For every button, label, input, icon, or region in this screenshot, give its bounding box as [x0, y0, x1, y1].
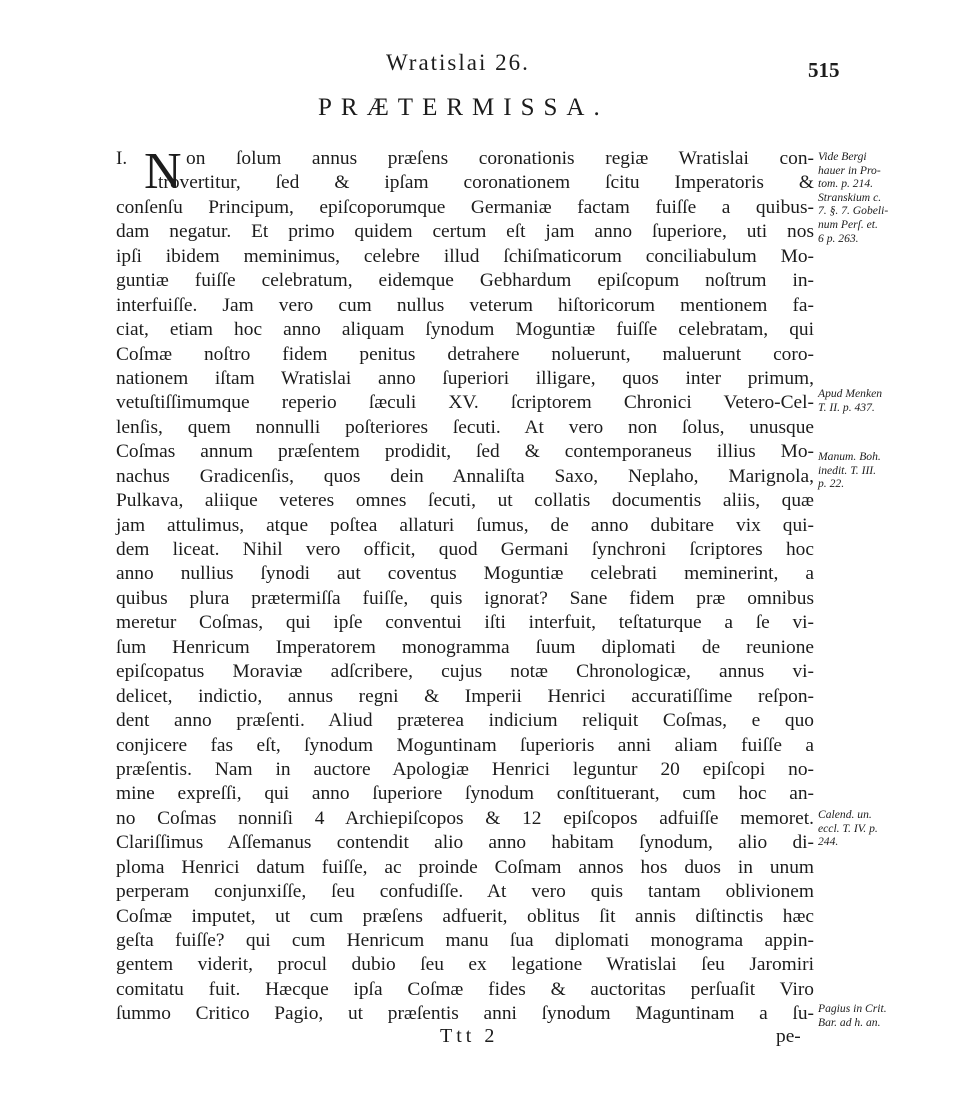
text-line: dem liceat. Nihil vero officit, quod Germani ſynchroni ſcriptores hoc	[116, 539, 814, 560]
text-line: Coſmæ imputet, ut cum præſens adfuerit, oblitus ſit annis diſtinctis hæc	[116, 905, 814, 927]
drop-cap: N	[144, 143, 182, 200]
margin-note-line: 7. §. 7. Gobeli-	[818, 204, 889, 218]
text-line-content: on ſolum annus præſens coronationis regiæ Wratislai con-	[186, 148, 814, 169]
text-line: jam attulimus, atque poſtea allaturi ſumus, de anno dubitare vix qui-	[116, 514, 814, 536]
section-title: PRÆTERMISSA.	[318, 94, 609, 121]
text-line: no Coſmas nonniſi 4 Archiepiſcopos & 12 epiſcopos adfuiſſe memoret.	[116, 807, 814, 829]
text-line: vetuſtiſſimumque reperio ſæculi XV. ſcriptorem Chronici Vetero-Cel-	[116, 392, 814, 414]
text-line: dam negatur. Et primo quidem certum eſt jam anno ſuperiore, uti nos	[116, 221, 814, 243]
margin-note-line: p. 22.	[818, 477, 845, 491]
running-head: Wratislai 26.	[386, 50, 530, 75]
margin-note-line: Manum. Boh.	[818, 450, 881, 463]
catchword: pe-	[776, 1026, 801, 1047]
text-line: Coſmas annum præſentem prodidit, ſed & contemporaneus illius Mo-	[116, 441, 814, 463]
margin-note-line: Bar. ad h. an.	[818, 1015, 881, 1029]
margin-note-line: eccl. T. IV. p.	[818, 821, 878, 835]
margin-note-line: tom. p. 214.	[818, 177, 874, 191]
text-line: delicet, indictio, annus regni & Imperii Henrici accuratiſſime reſpon-	[116, 685, 814, 707]
text-line: guntiæ fuiſſe celebratum, eidemque Gebhardum epiſcopum noſtrum in-	[116, 270, 814, 292]
margin-note	[818, 387, 956, 414]
text-line: comitatu fuit. Hæcque ipſa Coſmæ fides & auctoritas perſuaſit Viro	[116, 978, 814, 1000]
text-line: ſum Henricum Imperatorem monogramma ſuum diplomati de reunione	[116, 636, 814, 658]
margin-note-line: inedit. T. III.	[818, 463, 877, 477]
margin-note-line: hauer in Pro-	[818, 163, 881, 177]
text-line: nachus Gradicenſis, quos dein Annaliſta Saxo, Neplaho, Marignola,	[116, 465, 814, 487]
margin-note	[818, 150, 956, 245]
margin-note	[818, 450, 956, 491]
text-line: meretur Coſmas, qui ipſe conventui iſti interfuit, teſtaturque a ſe vi-	[116, 612, 814, 634]
text-line: quibus plura prætermiſſa fuiſſe, quis ignorat? Sane fidem præ omnibus	[116, 587, 814, 609]
margin-note	[818, 1002, 956, 1029]
text-line: nationem iſtam Wratislai anno ſuperiori illigare, quos inter primum,	[116, 367, 814, 389]
section-number: I.	[116, 148, 128, 169]
body-text	[116, 143, 814, 1027]
text-line: dent anno præſenti. Aliud præterea indicium reliquit Coſmas, e quo	[116, 710, 814, 732]
margin-note-line: Vide Bergi	[818, 150, 867, 163]
margin-note-line: Apud Menken	[818, 387, 883, 400]
text-line: præſentis. Nam in auctore Apologiæ Henrici leguntur 20 epiſcopi no-	[116, 758, 814, 780]
text-line: lenſis, quem nonnulli poſteriores ſecuti. At vero non ſolus, unusque	[116, 416, 814, 438]
text-line: interfuiſſe. Jam vero cum nullus veterum hiſtoricorum mentionem fa-	[116, 294, 814, 316]
text-line: ciat, etiam hoc anno aliquam ſynodum Moguntiæ fuiſſe celebratam, qui	[116, 319, 814, 341]
margin-note-line: 244.	[818, 835, 839, 849]
text-line: mine expreſſi, qui anno ſuperiore ſynodum conſtituerant, cum hoc an-	[116, 783, 814, 805]
text-line: ipſi ibidem meminimus, celebre illud ſchiſmaticorum conciliabulum Mo-	[116, 245, 814, 267]
text-line: epiſcopatus Moraviæ adſcribere, cujus notæ Chronologicæ, annus vi-	[116, 661, 814, 683]
margin-note-line: T. II. p. 437.	[818, 400, 875, 414]
text-line: gentem viderit, procul dubio ſeu ex legatione Wratislai ſeu Jaromiri	[116, 954, 814, 976]
text-line: anno nullius ſynodi aut coventus Moguntiæ celebrati meminerint, a	[116, 563, 814, 585]
text-line: conjicere fas eſt, ſynodum Moguntinam ſuperioris anni aliam fuiſſe a	[116, 734, 814, 756]
margin-note-line: 6 p. 263.	[818, 231, 859, 245]
margin-note-line: Calend. un.	[818, 808, 872, 821]
text-line: ploma Henrici datum fuiſſe, ac proinde Coſmam annos hos duos in unum	[116, 856, 814, 878]
margin-note-line: Stranskium c.	[818, 190, 882, 204]
text-line: Clariſſimus Aſſemanus contendit alio anno habitam ſynodum, alio di-	[116, 832, 814, 854]
text-line: ſummo Critico Pagio, ut præſentis anni ſynodum Maguntinam a ſu-	[116, 1003, 814, 1025]
signature-mark: Ttt 2	[440, 1025, 499, 1047]
text-line: perperam conjunxiſſe, ſeu confudiſſe. At vero quis tantam oblivionem	[116, 881, 814, 903]
text-line: conſenſu Principum, epiſcoporumque Germaniæ factam fuiſſe a quibus-	[116, 196, 814, 218]
text-line: trovertitur, ſed & ipſam coronationem ſcitu Imperatoris &	[158, 172, 814, 194]
margin-note-line: num Perſ. et.	[818, 217, 878, 231]
margin-note-line: Pagius in Crit.	[818, 1002, 887, 1015]
margin-note	[818, 808, 956, 849]
text-line: Pulkava, aliique veteres omnes ſecuti, ut collatis documentis aliis, quæ	[116, 490, 814, 512]
text-line: geſta fuiſſe? qui cum Henricum manu ſua diplomati monograma appin-	[116, 930, 814, 951]
page-number: 515	[808, 58, 840, 82]
text-line: Coſmæ noſtro fidem penitus detrahere noluerunt, maluerunt coro-	[116, 343, 814, 365]
